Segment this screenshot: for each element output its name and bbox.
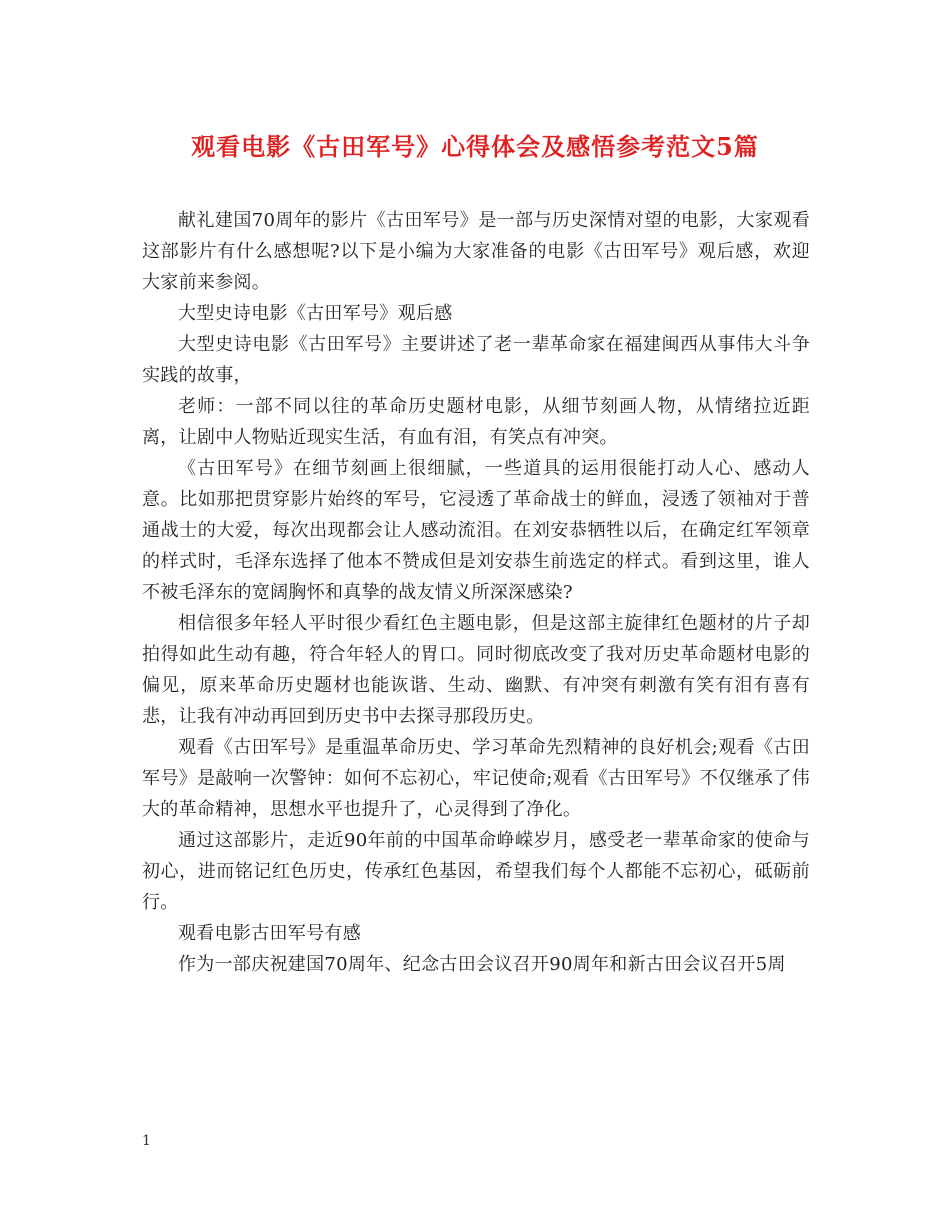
paragraph: 老师：一部不同以往的革命历史题材电影，从细节刻画人物，从情绪拉近距离，让剧中人物贴近现实生活，有血有泪，有笑点有冲突。 [142, 396, 810, 448]
paragraph: 作为一部庆祝建国70周年、纪念古田会议召开90周年和新古田会议召开5周 [178, 954, 786, 975]
page-number: 1 [142, 1133, 151, 1149]
paragraph: 通过这部影片，走近90年前的中国革命峥嵘岁月，感受老一辈革命家的使命与初心，进而铭记红色历史，传承红色基因，希望我们每个人都能不忘初心，砥砺前行。 [142, 830, 810, 913]
paragraph: 大型史诗电影《古田军号》主要讲述了老一辈革命家在福建闽西从事伟大斗争实践的故事， [142, 334, 810, 386]
section-heading-1: 大型史诗电影《古田军号》观后感 [178, 303, 453, 324]
document-title: 观看电影《古田军号》心得体会及感悟参考范文5篇 [191, 132, 759, 161]
paragraph: 观看《古田军号》是重温革命历史、学习革命先烈精神的良好机会;观看《古田军号》是敲响一次警钟：如何不忘初心，牢记使命;观看《古田军号》不仅继承了伟大的革命精神，思想水平也提升了，心灵得到了净化。 [142, 737, 810, 820]
document-body [142, 205, 810, 980]
section-heading-2: 观看电影古田军号有感 [178, 923, 361, 944]
paragraph: 相信很多年轻人平时很少看红色主题电影，但是这部主旋律红色题材的片子却拍得如此生动有趣，符合年轻人的胃口。同时彻底改变了我对历史革命题材电影的偏见，原来革命历史题材也能诙谐、生动、幽默、有冲突有刺激有笑有泪有喜有悲，让我有冲动再回到历史书中去探寻那段历史。 [142, 613, 810, 727]
paragraph-intro: 献礼建国70周年的影片《古田军号》是一部与历史深情对望的电影，大家观看这部影片有什么感想呢?以下是小编为大家准备的电影《古田军号》观后感，欢迎大家前来参阅。 [142, 210, 810, 293]
paragraph: 《古田军号》在细节刻画上很细腻，一些道具的运用很能打动人心、感动人意。比如那把贯穿影片始终的军号，它浸透了革命战士的鲜血，浸透了领袖对于普通战士的大爱，每次出现都会让人感动流泪。在刘安恭牺牲以后，在确定红军领章的样式时，毛泽东选择了他本不赞成但是刘安恭生前选定的样式。看到这里，谁人不被毛泽东的宽阔胸怀和真挚的战友情义所深深感染? [142, 458, 810, 603]
